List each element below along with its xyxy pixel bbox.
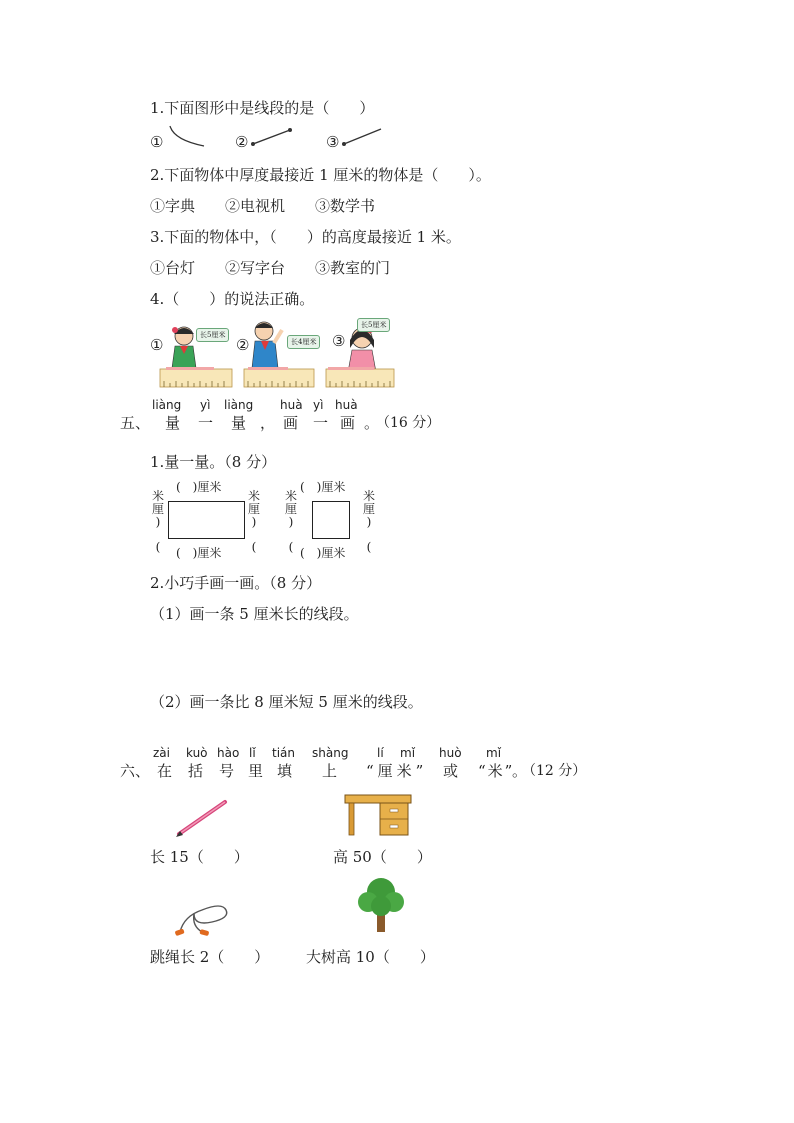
pinyin: liàng: [152, 398, 182, 412]
item-pencil-length: 长 15（ ）: [150, 848, 249, 866]
rect1-right-label: 米 厘 ) (: [247, 489, 260, 554]
pinyin: tián: [272, 746, 295, 760]
pinyin: liàng: [224, 398, 254, 412]
curve-line-figure: [168, 124, 208, 150]
section-6-char: 上: [322, 762, 338, 780]
section-6-char: 。: [512, 762, 528, 780]
section-5-char: 量: [231, 414, 247, 432]
section-6-char: “厘米”: [366, 762, 428, 780]
pinyin: lí: [377, 746, 384, 760]
ruler-3: [326, 369, 394, 387]
section-5-q2-part-1: （1）画一条 5 厘米长的线段。: [150, 605, 359, 623]
rect1-bottom-label: ( )厘米: [176, 546, 222, 560]
section-5-char: ，: [260, 414, 276, 432]
section-6-char: 里: [248, 762, 264, 780]
pinyin: zài: [153, 746, 170, 760]
ray-figure: [341, 126, 385, 148]
pencil-illustration: [175, 798, 229, 838]
section-6-char: 号: [219, 762, 235, 780]
square-top-label: ( )厘米: [300, 480, 346, 494]
section-5-char: 量: [165, 414, 181, 432]
question-1: 1.下面图形中是线段的是（ ）: [150, 99, 375, 117]
question-2: 2.下面物体中厚度最接近 1 厘米的物体是（ ）。: [150, 166, 491, 184]
item-tree-height: 大树高 10（ ）: [306, 948, 435, 966]
pinyin: lǐ: [249, 746, 256, 760]
section-6-char: “米”: [478, 762, 515, 780]
section-6-char: 括: [188, 762, 204, 780]
section-6-char: 在: [157, 762, 173, 780]
speech-bubble-2: 长4厘米: [287, 335, 320, 349]
pinyin: shàng: [312, 746, 349, 760]
section-5-q1: 1.量一量。（8 分）: [150, 453, 277, 471]
q1-option-1-label: ①: [150, 133, 164, 151]
q4-option-3-label: ③: [332, 332, 346, 350]
rectangle-1: [168, 501, 245, 539]
pinyin: hào: [217, 746, 240, 760]
q1-option-2-label: ②: [235, 133, 249, 151]
section-5-char: 画: [340, 414, 356, 432]
item-desk-height: 高 50（ ）: [333, 848, 432, 866]
section-5-q2: 2.小巧手画一画。（8 分）: [150, 574, 322, 592]
item-jump-rope-length: 跳绳长 2（ ）: [150, 948, 270, 966]
pinyin: huà: [335, 398, 358, 412]
speech-bubble-3: 长5厘米: [357, 318, 390, 332]
section-6-char: 填: [277, 762, 293, 780]
ruler-2: [244, 369, 314, 387]
question-2-options: ①字典 ②电视机 ③数学书: [150, 197, 376, 215]
q4-option-2-label: ②: [236, 336, 250, 354]
q4-option-1-label: ①: [150, 336, 164, 354]
jump-rope-illustration: [172, 896, 234, 938]
section-5-number: 五、: [120, 414, 151, 432]
tree-illustration: [356, 874, 406, 934]
desk-illustration: [344, 794, 412, 836]
pinyin: yì: [200, 398, 211, 412]
square: [312, 501, 350, 539]
question-3-options: ①台灯 ②写字台 ③教室的门: [150, 259, 391, 277]
pinyin: kuò: [186, 746, 208, 760]
rect1-left-label: 米 厘 ) (: [151, 489, 164, 554]
question-4: 4.（ ）的说法正确。: [150, 290, 315, 308]
question-3: 3.下面的物体中，（ ）的高度最接近 1 米。: [150, 228, 461, 246]
line-segment-figure: [250, 126, 294, 148]
section-6-char: 或: [443, 762, 459, 780]
ruler-1: [160, 369, 232, 387]
square-left-label: 米 厘 ) (: [284, 489, 297, 554]
section-5-char: 一: [313, 414, 329, 432]
pinyin: mǐ: [400, 746, 416, 760]
section-5-char: 画: [283, 414, 299, 432]
square-right-label: 米 厘 ) (: [362, 489, 375, 554]
section-5-score: （16 分）: [376, 415, 441, 431]
pinyin: huà: [280, 398, 303, 412]
section-6-number: 六、: [120, 762, 151, 780]
section-6-score: （12 分）: [522, 763, 587, 779]
square-bottom-label: ( )厘米: [300, 546, 346, 560]
section-5-char: 一: [198, 414, 214, 432]
pinyin: yì: [313, 398, 324, 412]
q1-option-3-label: ③: [326, 133, 340, 151]
pinyin: mǐ: [486, 746, 502, 760]
speech-bubble-1: 长5厘米: [196, 328, 229, 342]
pinyin: huò: [439, 746, 462, 760]
rect1-top-label: ( )厘米: [176, 480, 222, 494]
section-5-char: 。: [364, 414, 380, 432]
section-5-q2-part-2: （2）画一条比 8 厘米短 5 厘米的线段。: [150, 693, 423, 711]
